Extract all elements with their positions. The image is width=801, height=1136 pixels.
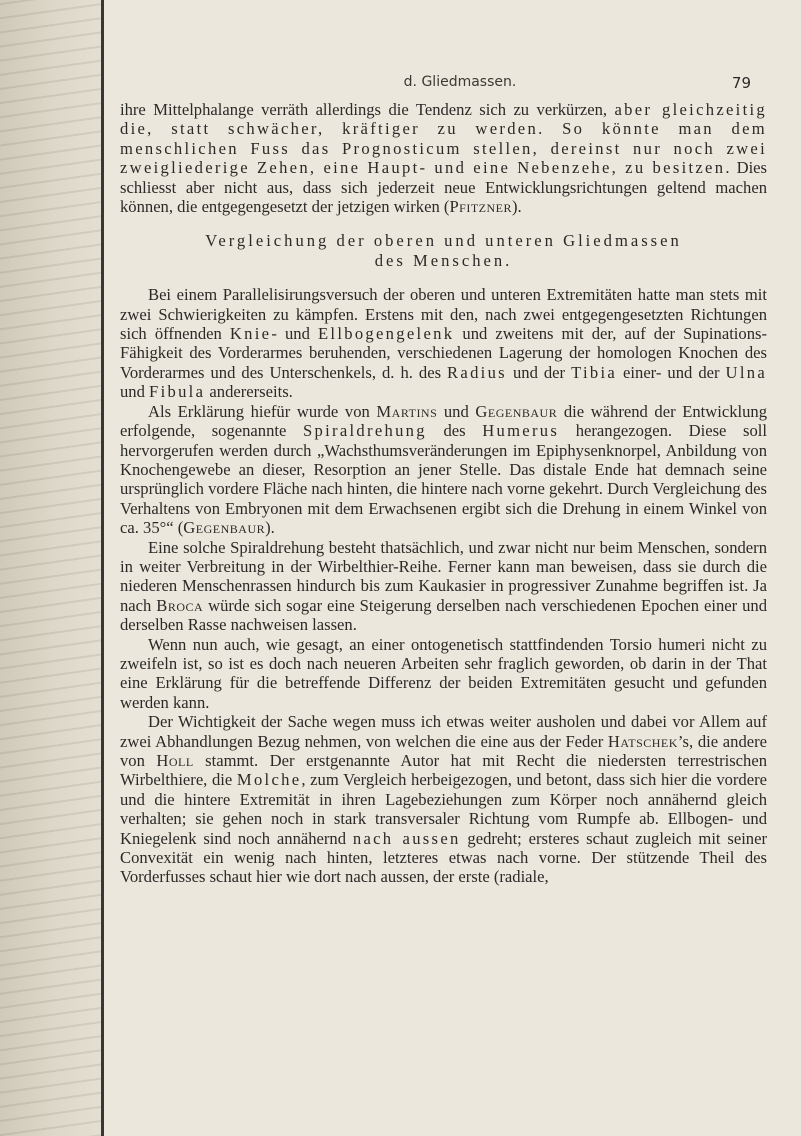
p3-c: und [437, 401, 476, 421]
running-head: d. Gliedmassen. [403, 74, 517, 90]
author-gegenbaur-citation: Gegenbaur [183, 518, 266, 538]
p2-e: und zweitens mit der, auf der Supinations-Fähigkeit des Vorderarmes beruhenden, verschiedenen Lagerung der homologen Knochen des Vorderarmes und des Unterschenkels, d. h. des [120, 324, 767, 382]
p6-a: Der Wichtigkeit der Sache wegen muss ich etwas weiter ausholen und dabei vor Allem auf zwei Abhandlungen Bezug nehmen, von welchen die eine aus der Feder [120, 712, 767, 751]
p3-k: ). [265, 518, 275, 538]
facing-page-bleed [0, 0, 102, 1136]
author-martins: Martins [376, 401, 438, 421]
p4-a: Eine solche Spiraldrehung besteht thatsächlich, und zwar nicht nur beim Menschen, sondern in weiter Verbreitung in der Wirbelthier-Reihe. Ferner kann man beweisen, dass sie durch die niederen Menschenrassen hindurch bis zum Kaukasier in progressiver Zunahme begriffen ist. Ja nach [120, 537, 767, 615]
author-holl: Holl [156, 751, 194, 770]
term-spiraldrehung: Spiraldrehung [302, 421, 427, 441]
p3-g: des [426, 421, 483, 441]
term-fibula: Fibula [149, 382, 206, 402]
term-ellbogengelenk: Ellbogengelenk [317, 324, 455, 344]
term-radius: Radius [447, 362, 507, 382]
p3-i: herangezogen. Diese soll hervorgerufen werden durch „Wachsthumsveränderungen im Epiphysenknorpel, Anbildung von Knochengewebe an dieser, Resorption an jener Stelle. Das distale Ende hat demnach seine ursprünglich vordere Fläche nach hinten, die hintere nach vorne gekehrt. Durch Vergleichung des Verhaltens von Embryonen mit dem Erwachsenen ergibt sich die Drehung in einem Winkel von ca. 35°“ ( [120, 421, 767, 538]
paragraph-1-emphasis: aber gleichzeitig die, statt schwächer, kräftiger zu werden. So könnte man dem menschlichen Fuss das Prognosticum stellen, dereinst nur noch zwei zweigliederige Zehen, eine Haupt- und eine Nebenzehe, zu besitzen. [120, 100, 767, 178]
paragraph-3 [120, 402, 767, 538]
p2-i: einer- und der [617, 362, 726, 382]
term-molche: Molche [236, 770, 302, 790]
paragraph-1 [120, 100, 767, 216]
p5-a: Wenn nun auch, wie gesagt, an einer ontogenetisch stattfindenden Torsio humeri nicht zu zweifeln ist, so ist es doch nach neueren Arbeiten sehr fraglich geworden, ob darin in der That eine Erklärung für die betreffende Differenz der beiden Extremitäten gesucht und gefunden werden kann. [120, 634, 767, 712]
page-gutter [101, 0, 104, 1136]
p2-m: andererseits. [205, 382, 293, 402]
p2-a: Bei einem Parallelisirungsversuch der oberen und unteren Extremitäten hatte man stets mit zwei Schwierigkeiten zu kämpfen. Erstens mit den, nach zwei entgegengesetzten Richtungen sich öffnenden [120, 285, 767, 344]
page-body [120, 100, 767, 887]
page-header [120, 74, 771, 94]
p6-c: ’s, die andere von [120, 731, 768, 770]
paragraph-1-text-c: Dies schliesst aber nicht aus, dass sich jederzeit neue Entwicklungsrichtungen geltend machen können, die entgegengesetzt der jetzigen wirken ( [120, 158, 768, 217]
author-pfitzner: Pfitzner [449, 197, 512, 217]
facing-page-shadow [0, 0, 102, 1136]
paragraph-4 [120, 538, 767, 635]
p2-k: und [120, 382, 150, 402]
author-gegenbaur: Gegenbaur [475, 401, 558, 421]
term-ulna: Ulna [725, 362, 767, 382]
p6-e: stammt. Der erstgenannte Autor hat mit Recht die niedersten terrestrischen Wirbelthiere, die [120, 751, 767, 790]
term-humerus: Humerus [482, 421, 560, 441]
p2-g: und der [506, 362, 572, 382]
paragraph-5 [120, 635, 767, 713]
paragraph-1-text-a: ihre Mittelphalange verräth allerdings die Tendenz sich zu verkürzen, [120, 100, 608, 119]
term-tibia: Tibia [571, 362, 618, 382]
term-nach-aussen: nach aussen [352, 828, 461, 848]
author-broca: Broca [156, 595, 204, 615]
section-heading-line-2: des Menschen. [374, 250, 513, 270]
p3-a: Als Erklärung hiefür wurde von [148, 401, 377, 421]
p4-c: würde sich sogar eine Steigerung derselben nach verschiedenen Epochen einer und derselben Rasse nachweisen lassen. [120, 595, 767, 635]
section-heading-line-1: Vergleichung der oberen und unteren Gliedmassen [205, 231, 682, 251]
paragraph-2 [120, 285, 767, 401]
p6-i: gedreht; ersteres schaut zugleich mit seiner Convexität ein wenig nach hinten, letzteres etwas nach vorne. Der stützende Theil des Vorderfusses schaut hier wie dort nach aussen, der erste (radiale, [120, 828, 767, 887]
author-hatschek: Hatschek [607, 731, 678, 751]
section-heading [120, 231, 767, 270]
page-number: 79 [731, 74, 751, 92]
p6-g: , zum Vergleich herbeigezogen, und betont, dass sich hier die vordere und die hintere Extremität in ihren Lagebeziehungen zum Körper noch annähernd gleich verhalten; sie gehen noch in stark transversaler Richtung vom Rumpfe ab. Ellbogen- und Kniegelenk sind noch annähernd [120, 770, 767, 848]
p2-c: - und [271, 324, 318, 344]
paragraph-1-text-e: ). [512, 197, 522, 217]
p3-e: die während der Entwicklung erfolgende, sogenannte [120, 401, 768, 441]
paragraph-6 [120, 712, 767, 887]
term-knie: Knie [229, 324, 272, 344]
